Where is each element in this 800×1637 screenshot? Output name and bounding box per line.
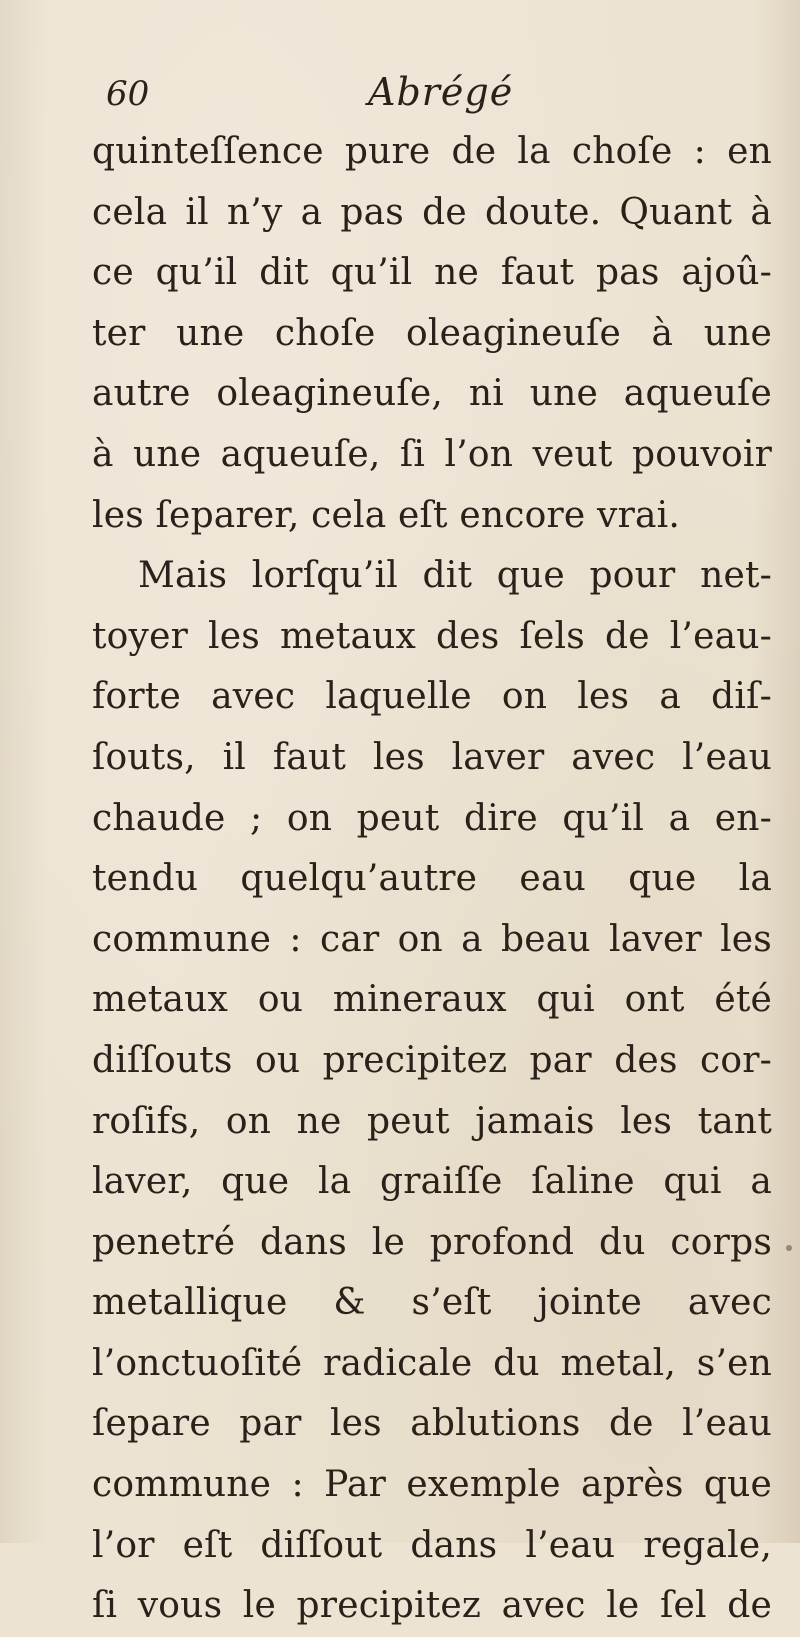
text-line: ter une choſe oleagineuſe à une xyxy=(92,312,772,354)
text-line: ſepare par les ablutions de l’eau xyxy=(92,1403,772,1445)
text-line: ce qu’il dit qu’il ne faut pas ajoû- xyxy=(92,252,772,294)
text-line: cela il n’y a pas de doute. Quant à xyxy=(92,191,772,233)
text-line: à une aqueuſe, ſi l’on veut pouvoir xyxy=(92,433,772,475)
paper-speck xyxy=(786,1245,792,1251)
text-line: forte avec laquelle on les a diſ- xyxy=(92,676,772,718)
text-line: ſi vous le precipitez avec le ſel de xyxy=(92,1585,772,1627)
text-line: les ſeparer, cela eſt encore vrai. xyxy=(92,494,681,536)
text-line: metallique & s’eſt jointe avec xyxy=(92,1282,772,1324)
text-line: diſſouts ou precipitez par des cor- xyxy=(92,1039,772,1081)
text-line: commune : car on a beau laver les xyxy=(92,918,772,960)
page-header xyxy=(106,70,696,126)
text-line: penetré dans le profond du corps xyxy=(92,1221,772,1263)
text-line: commune : Par exemple après que xyxy=(92,1464,772,1506)
paragraph-start-line: Mais lorſqu’il dit que pour net- xyxy=(138,555,772,597)
running-title: Abrégé xyxy=(368,70,514,114)
text-line: l’or eſt diſſout dans l’eau regale, xyxy=(92,1524,772,1566)
text-line: laver, que la graiſſe ſaline qui a xyxy=(92,1161,772,1203)
text-line: ſouts, il faut les laver avec l’eau xyxy=(92,736,772,778)
text-line: l’onctuoſité radicale du metal, s’en xyxy=(92,1342,772,1384)
text-line: autre oleagineuſe, ni une aqueuſe xyxy=(92,373,772,415)
text-line: metaux ou mineraux qui ont été xyxy=(92,979,772,1021)
page-number: 60 xyxy=(106,74,150,114)
body-text xyxy=(92,122,772,1637)
text-line: chaude ; on peut dire qu’il a en- xyxy=(92,797,772,839)
text-line: tendu quelqu’autre eau que la xyxy=(92,858,772,900)
text-line: quinteſſence pure de la choſe : en xyxy=(92,131,772,172)
text-line: roſifs, on ne peut jamais les tant xyxy=(92,1100,772,1142)
text-line: toyer les metaux des ſels de l’eau- xyxy=(92,615,772,657)
